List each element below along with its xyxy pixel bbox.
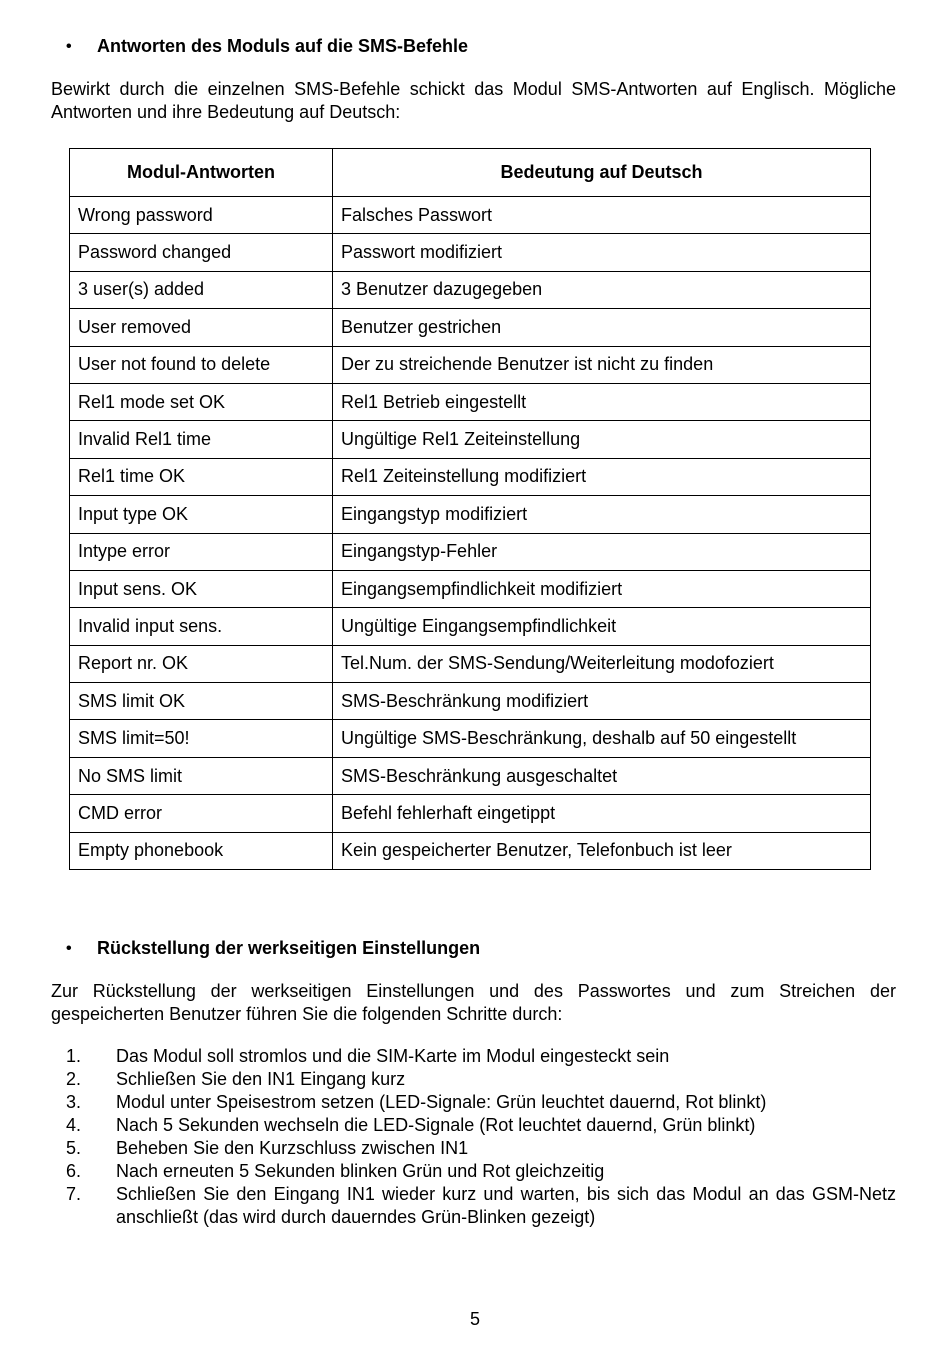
list-item xyxy=(66,1091,896,1114)
cell-module-response: Empty phonebook xyxy=(70,832,333,869)
step-text: Das Modul soll stromlos und die SIM-Karte im Modul eingesteckt sein xyxy=(116,1046,670,1066)
cell-meaning: Ungültige Rel1 Zeiteinstellung xyxy=(333,421,871,458)
cell-module-response: SMS limit=50! xyxy=(70,720,333,757)
table-header-row xyxy=(70,149,871,197)
table-row xyxy=(70,421,871,458)
cell-module-response: Rel1 time OK xyxy=(70,458,333,495)
column-header-meaning: Bedeutung auf Deutsch xyxy=(333,149,871,197)
cell-module-response: CMD error xyxy=(70,795,333,832)
table-row xyxy=(70,533,871,570)
reset-intro-paragraph: Zur Rückstellung der werkseitigen Einstellungen und des Passwortes und zum Streichen der gespeicherten Benutzer führen Sie die folgenden Schritte durch: xyxy=(51,981,896,1024)
step-number: 1. xyxy=(66,1046,82,1066)
page-number: 5 xyxy=(469,1309,480,1329)
cell-meaning: Rel1 Betrieb eingestellt xyxy=(333,383,871,420)
intro-paragraph: Bewirkt durch die einzelnen SMS-Befehle schickt das Modul SMS-Antworten auf Englisch. Mögliche Antworten und ihre Bedeutung auf Deutsch: xyxy=(51,79,896,122)
cell-module-response: No SMS limit xyxy=(70,757,333,794)
cell-meaning: SMS-Beschränkung modifiziert xyxy=(333,683,871,720)
step-text: Beheben Sie den Kurzschluss zwischen IN1 xyxy=(116,1138,469,1158)
reset-steps-list xyxy=(66,1045,896,1229)
bullet-icon: • xyxy=(66,939,72,957)
cell-module-response: SMS limit OK xyxy=(70,683,333,720)
step-text: Schließen Sie den Eingang IN1 wieder kurz und warten, bis sich das Modul an das GSM-Netz anschließt (das wird durch dauerndes Grün-Blinken gezeigt) xyxy=(116,1184,896,1227)
cell-module-response: Invalid input sens. xyxy=(70,608,333,645)
cell-meaning: 3 Benutzer dazugegeben xyxy=(333,271,871,308)
step-text: Nach erneuten 5 Sekunden blinken Grün und Rot gleichzeitig xyxy=(116,1161,605,1181)
table-row xyxy=(70,309,871,346)
section-heading-text: Antworten des Moduls auf die SMS-Befehle xyxy=(97,36,469,56)
step-number: 7. xyxy=(66,1184,82,1204)
cell-meaning: Kein gespeicherter Benutzer, Telefonbuch ist leer xyxy=(333,832,871,869)
cell-meaning: Tel.Num. der SMS-Sendung/Weiterleitung modofoziert xyxy=(333,645,871,682)
table-row xyxy=(70,570,871,607)
table-row xyxy=(70,458,871,495)
cell-module-response: Input type OK xyxy=(70,496,333,533)
cell-meaning: Eingangstyp-Fehler xyxy=(333,533,871,570)
cell-module-response: User removed xyxy=(70,309,333,346)
cell-meaning: Falsches Passwort xyxy=(333,197,871,234)
cell-meaning: Passwort modifiziert xyxy=(333,234,871,271)
list-item xyxy=(66,1137,896,1160)
list-item xyxy=(66,1068,896,1091)
cell-meaning: Benutzer gestrichen xyxy=(333,309,871,346)
table-row xyxy=(70,720,871,757)
cell-module-response: Invalid Rel1 time xyxy=(70,421,333,458)
responses-table xyxy=(69,148,871,870)
list-item xyxy=(66,1114,896,1137)
table-body xyxy=(70,197,871,870)
cell-meaning: Der zu streichende Benutzer ist nicht zu finden xyxy=(333,346,871,383)
step-number: 4. xyxy=(66,1115,82,1135)
cell-meaning: Rel1 Zeiteinstellung modifiziert xyxy=(333,458,871,495)
cell-meaning: Befehl fehlerhaft eingetippt xyxy=(333,795,871,832)
list-item xyxy=(66,1045,896,1068)
table-row xyxy=(70,496,871,533)
cell-module-response: User not found to delete xyxy=(70,346,333,383)
table-row xyxy=(70,608,871,645)
cell-module-response: Intype error xyxy=(70,533,333,570)
section-heading-factory-reset xyxy=(66,938,480,959)
section-heading-text: Rückstellung der werkseitigen Einstellungen xyxy=(97,938,481,958)
step-text: Modul unter Speisestrom setzen (LED-Signale: Grün leuchtet dauernd, Rot blinkt) xyxy=(116,1092,767,1112)
cell-module-response: Wrong password xyxy=(70,197,333,234)
table-row xyxy=(70,832,871,869)
step-number: 3. xyxy=(66,1092,82,1112)
cell-meaning: Ungültige SMS-Beschränkung, deshalb auf 50 eingestellt xyxy=(333,720,871,757)
bullet-icon: • xyxy=(66,37,72,55)
table-row xyxy=(70,757,871,794)
step-number: 5. xyxy=(66,1138,82,1158)
column-header-module-response: Modul-Antworten xyxy=(70,149,333,197)
cell-module-response: Input sens. OK xyxy=(70,570,333,607)
table-row xyxy=(70,383,871,420)
table-row xyxy=(70,271,871,308)
table-row xyxy=(70,795,871,832)
cell-meaning: Eingangstyp modifiziert xyxy=(333,496,871,533)
cell-module-response: Report nr. OK xyxy=(70,645,333,682)
cell-module-response: 3 user(s) added xyxy=(70,271,333,308)
cell-module-response: Rel1 mode set OK xyxy=(70,383,333,420)
table-row xyxy=(70,683,871,720)
table-row xyxy=(70,234,871,271)
step-number: 2. xyxy=(66,1069,82,1089)
cell-meaning: SMS-Beschränkung ausgeschaltet xyxy=(333,757,871,794)
step-text: Schließen Sie den IN1 Eingang kurz xyxy=(116,1069,406,1089)
table-row xyxy=(70,346,871,383)
step-number: 6. xyxy=(66,1161,82,1181)
list-item xyxy=(66,1183,896,1229)
table-row xyxy=(70,197,871,234)
cell-meaning: Eingangsempfindlichkeit modifiziert xyxy=(333,570,871,607)
cell-module-response: Password changed xyxy=(70,234,333,271)
table-row xyxy=(70,645,871,682)
section-heading-responses xyxy=(66,36,468,57)
list-item xyxy=(66,1160,896,1183)
step-text: Nach 5 Sekunden wechseln die LED-Signale (Rot leuchtet dauernd, Grün blinkt) xyxy=(116,1115,756,1135)
cell-meaning: Ungültige Eingangsempfindlichkeit xyxy=(333,608,871,645)
